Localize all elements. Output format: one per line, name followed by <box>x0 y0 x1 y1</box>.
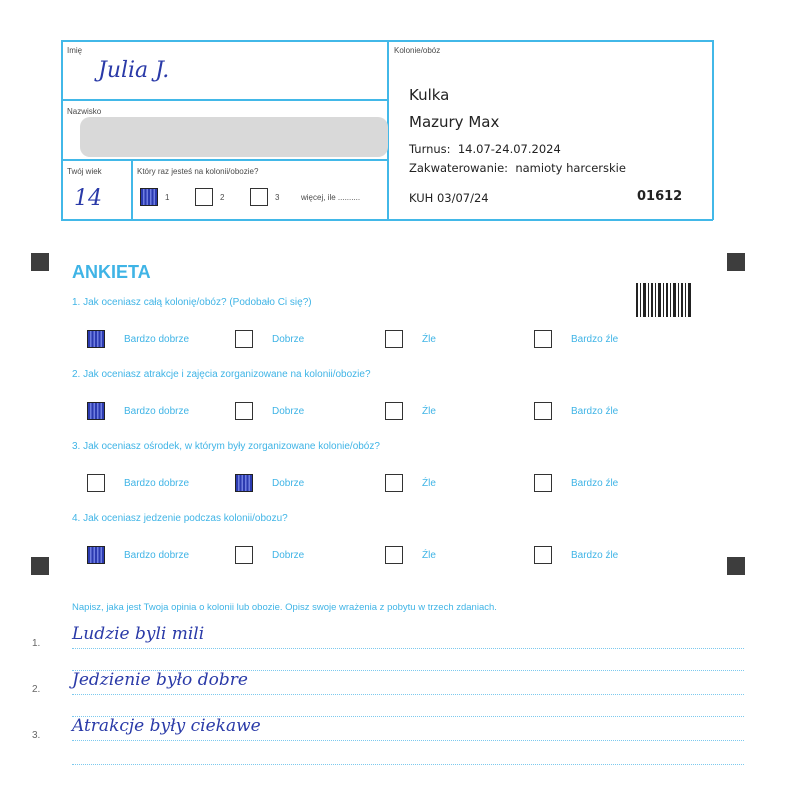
opinion-line-number: 1. <box>32 638 41 649</box>
kolonie-label: Kolonie/obóz <box>394 46 441 55</box>
question-3-checkbox-4[interactable] <box>534 474 552 492</box>
zakwaterowanie-label: Zakwaterowanie: <box>409 161 509 175</box>
question-2-option-label: Bardzo dobrze <box>124 406 190 417</box>
question-2-option-label: Dobrze <box>272 406 305 417</box>
ktory-raz-checkbox-1[interactable] <box>140 188 158 206</box>
zakwaterowanie-value: namioty harcerskie <box>515 161 626 175</box>
kolonie-name: Kulka <box>409 86 450 104</box>
question-4-text: 4. Jak oceniasz jedzenie podczas kolonii/obozu? <box>72 513 288 524</box>
question-2-checkbox-2[interactable] <box>235 402 253 420</box>
question-4-checkbox-4[interactable] <box>534 546 552 564</box>
question-2-checkbox-1[interactable] <box>87 402 105 420</box>
opinion-line-number: 3. <box>32 730 41 741</box>
writing-dotted-line <box>72 764 744 765</box>
opinion-line-text[interactable]: Atrakcje były ciekawe <box>72 716 261 736</box>
ktory-raz-checkbox-2[interactable] <box>195 188 213 206</box>
writing-dotted-line <box>72 670 744 671</box>
form-number: 01612 <box>637 189 683 204</box>
turnus <box>409 142 561 156</box>
writing-dotted-line <box>72 716 744 717</box>
question-3-checkbox-3[interactable] <box>385 474 403 492</box>
question-4-checkbox-3[interactable] <box>385 546 403 564</box>
writing-dotted-line <box>72 694 744 695</box>
question-4-option-label: Bardzo dobrze <box>124 550 190 561</box>
question-1-text: 1. Jak oceniasz całą kolonię/obóz? (Podobało Ci się?) <box>72 297 312 308</box>
question-1-option-label: Źle <box>422 334 436 345</box>
kolonie-code: KUH 03/07/24 <box>409 191 489 205</box>
question-1-option-label: Bardzo źle <box>571 334 619 345</box>
nazwisko-label: Nazwisko <box>67 107 102 116</box>
opinion-line-text[interactable]: Jedzienie było dobre <box>72 670 248 690</box>
wiek-value[interactable]: 14 <box>74 186 102 211</box>
ktory-raz-label: Który raz jesteś na kolonii/obozie? <box>137 167 259 176</box>
question-2-checkbox-4[interactable] <box>534 402 552 420</box>
nazwisko-redacted <box>80 117 388 157</box>
question-1-option-label: Bardzo dobrze <box>124 334 190 345</box>
question-4-checkbox-1[interactable] <box>87 546 105 564</box>
question-3-option-label: Bardzo źle <box>571 478 619 489</box>
turnus-label: Turnus: <box>409 142 451 156</box>
writing-dotted-line <box>72 740 744 741</box>
zakwaterowanie <box>409 161 626 175</box>
ktory-raz-more: więcej, ile .......... <box>301 193 361 202</box>
question-3-text: 3. Jak oceniasz ośrodek, w którym były zorganizowane kolonie/obóz? <box>72 441 380 452</box>
ktory-raz-checkbox-3[interactable] <box>250 188 268 206</box>
question-3-option-label: Źle <box>422 478 436 489</box>
registration-mark-icon <box>31 253 49 271</box>
opinion-line-text[interactable]: Ludzie byli mili <box>72 624 205 644</box>
question-1-checkbox-4[interactable] <box>534 330 552 348</box>
question-2-option-label: Źle <box>422 406 436 417</box>
question-4-option-label: Źle <box>422 550 436 561</box>
imie-value[interactable]: Julia J. <box>98 58 170 83</box>
question-4-checkbox-2[interactable] <box>235 546 253 564</box>
registration-mark-icon <box>31 557 49 575</box>
barcode-icon <box>636 283 692 317</box>
question-1-checkbox-3[interactable] <box>385 330 403 348</box>
question-2-option-label: Bardzo źle <box>571 406 619 417</box>
question-1-option-label: Dobrze <box>272 334 305 345</box>
writing-dotted-line <box>72 648 744 649</box>
kolonie-program: Mazury Max <box>409 113 500 131</box>
question-1-checkbox-1[interactable] <box>87 330 105 348</box>
question-4-option-label: Bardzo źle <box>571 550 619 561</box>
registration-mark-icon <box>727 557 745 575</box>
opinion-line-number: 2. <box>32 684 41 695</box>
opinion-prompt: Napisz, jaka jest Twoja opinia o kolonii lub obozie. Opisz swoje wrażenia z pobytu w trzech zdaniach. <box>72 602 497 613</box>
ktory-raz-option-1: 1 <box>165 193 170 202</box>
survey-title: ANKIETA <box>72 262 151 282</box>
question-2-text: 2. Jak oceniasz atrakcje i zajęcia zorganizowane na kolonii/obozie? <box>72 369 371 380</box>
wiek-label: Twój wiek <box>67 167 102 176</box>
question-3-option-label: Bardzo dobrze <box>124 478 190 489</box>
ktory-raz-option-2: 2 <box>220 193 225 202</box>
question-3-option-label: Dobrze <box>272 478 305 489</box>
question-2-checkbox-3[interactable] <box>385 402 403 420</box>
ktory-raz-option-3: 3 <box>275 193 280 202</box>
question-3-checkbox-2[interactable] <box>235 474 253 492</box>
turnus-value: 14.07-24.07.2024 <box>457 142 561 156</box>
question-1-checkbox-2[interactable] <box>235 330 253 348</box>
registration-mark-icon <box>727 253 745 271</box>
imie-label: Imię <box>67 46 83 55</box>
question-4-option-label: Dobrze <box>272 550 305 561</box>
question-3-checkbox-1[interactable] <box>87 474 105 492</box>
